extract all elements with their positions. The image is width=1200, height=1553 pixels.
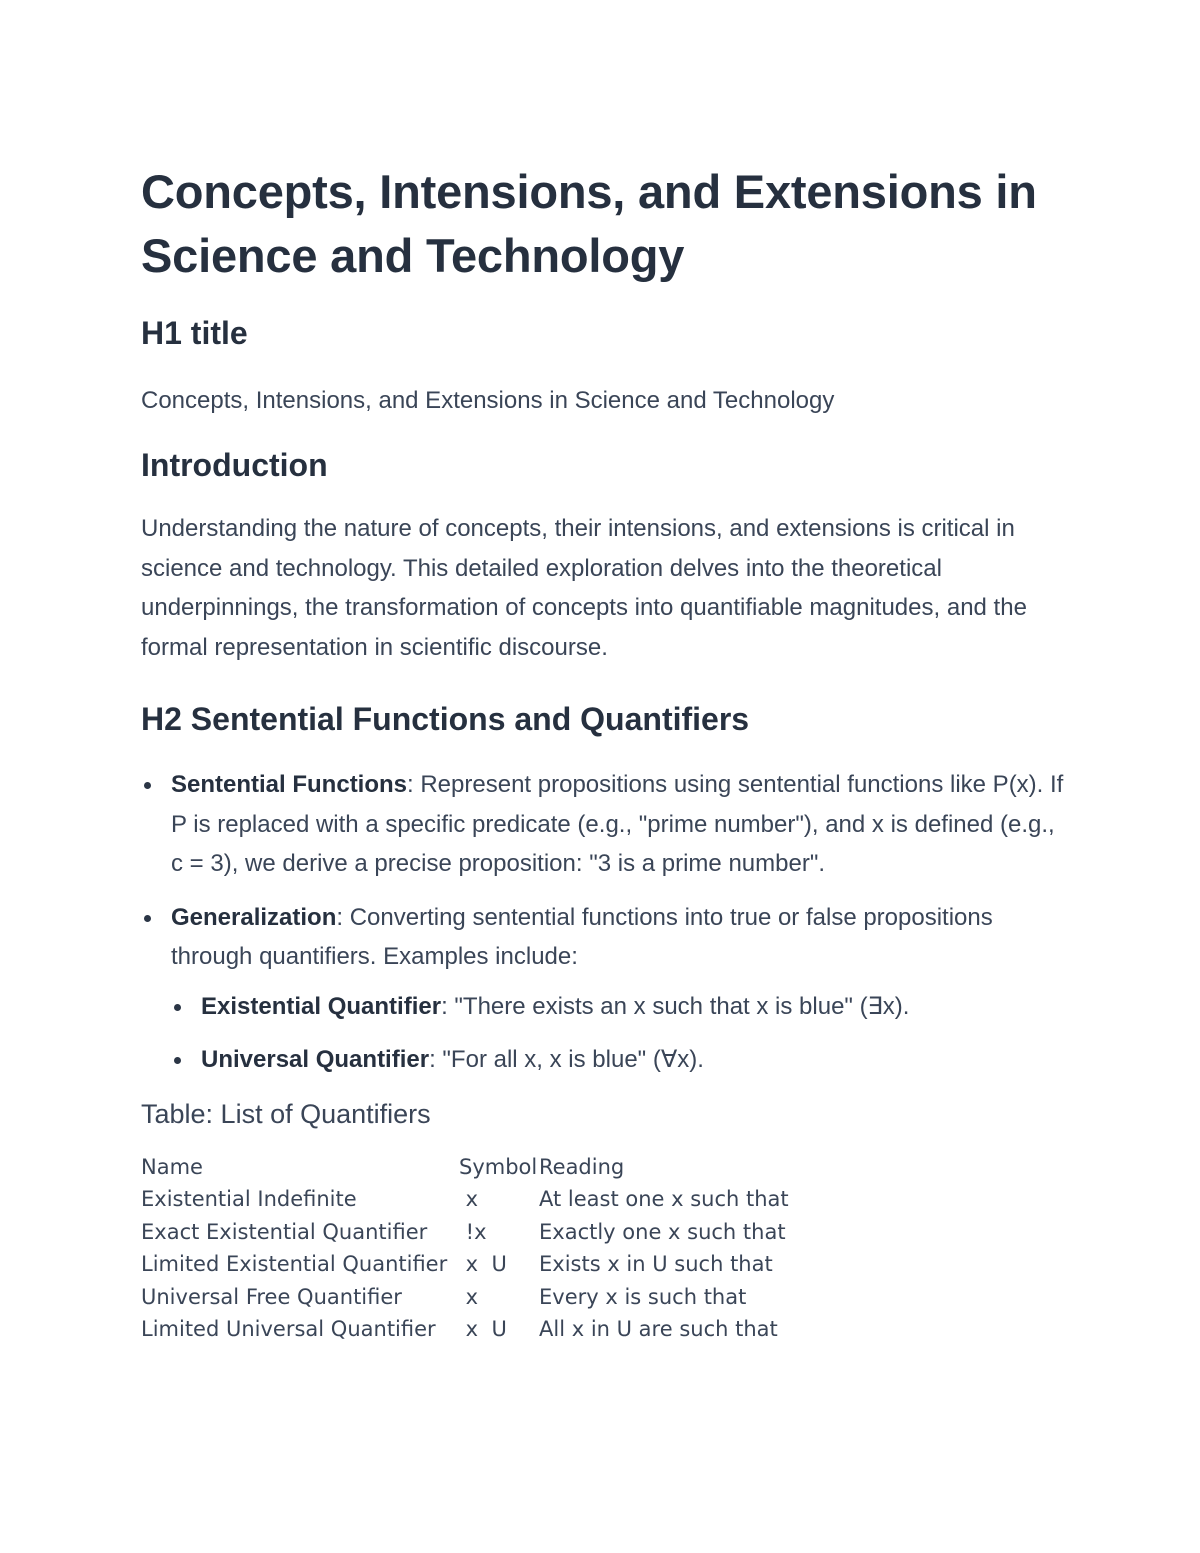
bullet-text: : Converting sentential functions into true or false propositions through quantifiers. Examples include:	[171, 903, 993, 970]
h1-title-text: Concepts, Intensions, and Extensions in Science and Technology	[141, 387, 835, 414]
cell-symbol: x U	[459, 1252, 507, 1277]
cell-name: Limited Existential Quantifier	[141, 1252, 448, 1277]
cell-reading: All x in U are such that	[539, 1317, 778, 1342]
bullet-term: Existential Quantifier	[201, 992, 442, 1020]
bullet-term: Universal Quantifier	[201, 1046, 430, 1073]
bullet-term: Sentential Functions	[171, 771, 408, 798]
column-header-name: Name	[141, 1154, 203, 1179]
sub-bullet-list	[171, 987, 1071, 1080]
bullet-text: : "For all x, x is blue" (∀x).	[429, 1046, 704, 1073]
section-heading-sentential-functions: H2 Sentential Functions and Quantifiers	[141, 701, 750, 737]
cell-name: Limited Universal Quantifier	[141, 1317, 436, 1342]
column-header-reading: Reading	[539, 1154, 625, 1179]
document-title: Concepts, Intensions, and Extensions in Science and Technology	[141, 165, 1037, 282]
list-item	[171, 987, 1071, 1027]
column-header-symbol: Symbol	[459, 1154, 538, 1179]
table-header-row	[141, 1151, 839, 1184]
table-row	[141, 1248, 839, 1281]
cell-reading: Exists x in U such that	[539, 1252, 773, 1277]
document-page	[141, 160, 1071, 1346]
introduction-paragraph: Understanding the nature of concepts, their intensions, and extensions is critical in science and technology. This detailed exploration delves into the theoretical underpinnings, the transformation of concepts into quantifiable magnitudes, and the formal representation in scientific discourse.	[141, 515, 1027, 661]
list-item	[141, 898, 1071, 1080]
cell-symbol: x U	[459, 1317, 507, 1342]
cell-name: Universal Free Quantifier	[141, 1284, 402, 1309]
list-item	[171, 1040, 1071, 1080]
introduction-heading: Introduction	[141, 447, 328, 483]
bullet-list	[141, 765, 1071, 1080]
cell-reading: Every x is such that	[539, 1284, 747, 1309]
bullet-text: : "There exists an x such that x is blue" (∃x).	[441, 992, 910, 1020]
table-heading: Table: List of Quantifiers	[141, 1098, 431, 1129]
bullet-term: Generalization	[171, 903, 337, 931]
cell-reading: Exactly one x such that	[539, 1219, 786, 1244]
quantifier-table	[141, 1151, 839, 1346]
list-item	[141, 765, 1071, 884]
cell-reading: At least one x such that	[539, 1187, 789, 1212]
h1-title-label: H1 title	[141, 315, 248, 351]
table-row	[141, 1281, 839, 1314]
cell-name: Exact Existential Quantifier	[141, 1219, 428, 1244]
cell-name: Existential Indefinite	[141, 1187, 357, 1212]
table-row	[141, 1183, 839, 1216]
table-row	[141, 1313, 839, 1346]
cell-symbol: x	[459, 1284, 479, 1309]
table-row	[141, 1216, 839, 1249]
bullet-text: : Represent propositions using sentential functions like P(x). If P is replaced with a specific predicate (e.g., "prime number"), and x is defined (e.g., c = 3), we derive a precise proposition: "3 is a prime number".	[171, 771, 1064, 877]
cell-symbol: !x	[459, 1219, 487, 1244]
cell-symbol: x	[459, 1187, 479, 1212]
